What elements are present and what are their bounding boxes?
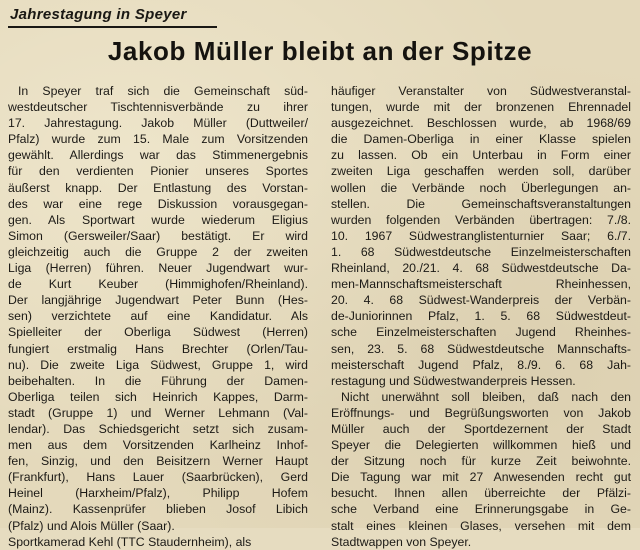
article-text-line: In Speyer traf sich die Gemeinschaft süd- <box>18 84 308 98</box>
article-text-line: Simon (Gersweiler/Saar) bestätigt. Er wird <box>8 228 308 243</box>
article-text-line: zu lassen. Ob ein Unterbau in Form einer <box>331 148 631 163</box>
article-text-line: 1. 68 Südwestdeutsche Einzelmeisterschaften <box>331 244 631 259</box>
article-text-line: tungen, wurde mit der bronzenen Ehrennadel <box>331 100 631 115</box>
article-text-line: die Damen-Oberliga in einer Klasse spielen <box>331 132 631 147</box>
article-text-line: fungiert erstmalig Hans Brechter (Orlen/Tau- <box>8 341 308 356</box>
article-text-line: stellen. Die Gemeinschaftsveranstaltungen <box>331 196 631 211</box>
article-text-line: lendar). Das Schiedsgericht setzt sich zusam- <box>8 421 308 436</box>
article-text-line: Liga (Herren) führen. Neuer Jugendwart wur- <box>8 261 308 276</box>
article-text-line: des war eine rege Diskussion vorausgegan- <box>8 196 308 211</box>
article-text-line: für den verdienten Pionier unseres Sportes <box>8 164 308 179</box>
article-text-line: Die Tagung war mit 27 Anwesenden recht gut <box>331 470 631 485</box>
article-text-line: wollen die Verbände noch Überlegungen an- <box>331 180 631 195</box>
article-text-line: Oberliga teilen sich Heinrich Kappes, Darm- <box>8 389 308 404</box>
article-text-line: Spielleiter der Oberliga Südwest (Herren) <box>8 325 308 340</box>
article-text-line: 17. Jahrestagung. Jakob Müller (Duttweiler/ <box>8 116 308 131</box>
article-text-line: Rheinland, 20./21. 4. 68 Südwestdeutsche Da- <box>331 261 631 276</box>
article-text-line: (Frankfurt), Hans Lauer (Saarbrücken), Gerd <box>8 470 308 485</box>
article-text-line: Speyer die Delegierten willkommen hieß und <box>331 438 631 453</box>
article-text-line: nu). Die zweite Liga Südwest, Gruppe 1, wird <box>8 357 308 372</box>
article-text-line: gleichzeitig auch die Gruppe 2 der zweiten <box>8 244 308 259</box>
article-text-line: men aus dem Vorsitzenden Karlheinz Inhof- <box>8 438 308 453</box>
article-column-right <box>331 83 631 550</box>
article-text-line: Sportkamerad Kehl (TTC Staudernheim), als <box>8 534 252 549</box>
article-text-line: sen, 23. 5. 68 Südwestdeutsche Mannschafts- <box>331 341 631 356</box>
article-text-line: Nicht unerwähnt soll bleiben, daß nach den <box>341 389 631 404</box>
article-text-line: häufiger Veranstalter von Südwestveranstal- <box>331 84 631 98</box>
article-headline: Jakob Müller bleibt an der Spitze <box>107 36 533 66</box>
article-text-line: Eröffnungs- und Begrüßungsworten von Jakob <box>331 405 631 420</box>
section-kicker: Jahrestagung in Speyer <box>10 6 187 23</box>
article-text-line: der Sitzung noch für kurze Zeit beiwohnte. <box>331 454 631 469</box>
article-text-line: Stadtwappen von Speyer. <box>331 534 472 549</box>
article-text-line: fen, Sinzig, und den Beisitzern Werner Haupt <box>8 454 308 469</box>
article-text-line: sche Einzelmeisterschaften Jugend Rheinhes- <box>331 325 631 340</box>
article-text-line: zweiten Liga geschaffen werden soll, darüber <box>331 164 631 179</box>
article-text-line: 20. 4. 68 Südwest-Wanderpreis der Verbän- <box>331 293 631 308</box>
article-text-line: beibehalten. In die Führung der Damen- <box>8 373 308 388</box>
article-text-line: westdeutscher Tischtennisverbände zu ihrer <box>8 100 308 115</box>
article-text-line: stadt (Gruppe 1) und Werner Lehmann (Val- <box>8 405 308 420</box>
article-text-line: Heinel (Harxheim/Pfalz), Philipp Hofem <box>8 486 308 501</box>
article-text-line: äußerst knapp. Der Entlastung des Vorstan- <box>8 180 308 195</box>
article-text-line: sen) verzichtete auf eine Kandidatur. Als <box>8 309 308 324</box>
article-text-line: men-Mannschaftsmeisterschaft Rheinhessen, <box>331 277 631 292</box>
article-text-line: sche Verband eine Erinnerungsgabe in Ge- <box>331 502 631 517</box>
article-text-line: besucht. Ihnen allen überreichte der Pfälzi- <box>331 486 631 501</box>
article-text-line: meisterschaft Jugend Pfalz, 8./9. 6. 68 Jah- <box>331 357 631 372</box>
article-text-line: 10. 1967 Südwestranglistenturnier Saar; 6./7. <box>331 228 631 243</box>
kicker-underline <box>8 26 217 28</box>
article-text-line: (Mainz). Kassenprüfer blieben Josof Libich <box>8 502 308 517</box>
article-text-line: ausgezeichnet. Beschlossen wurde, ab 1968/69 <box>331 116 631 131</box>
article-text-line: Der langjährige Jugendwart Peter Bunn (Hes- <box>8 293 308 308</box>
article-text-line: Pfalz) wurde zum 15. Male zum Vorsitzenden <box>8 132 308 147</box>
article-text-line: gewählt. Allerdings war das Stimmenergebnis <box>8 148 308 163</box>
article-text-line: stalt eines kleinen Glases, versehen mit dem <box>331 518 631 533</box>
article-column-left <box>8 83 308 550</box>
article-text-line: wurden folgenden Verbänden übertragen: 7./8. <box>331 212 631 227</box>
article-text-line: restagung und Südwestwanderpreis Hessen. <box>331 373 576 388</box>
article-text-line: (Pfalz) und Alois Müller (Saar). <box>8 518 175 533</box>
article-text-line: de Kurt Keuber (Himmighofen/Rheinland). <box>8 277 308 292</box>
article-text-line: Müller auch der Sportdezernent der Stadt <box>331 421 631 436</box>
article-text-line: de-Juniorinnen Pfalz, 1. 5. 68 Südwestdeut- <box>331 309 631 324</box>
article-text-line: gen. Als Sportwart wurde wiederum Eligius <box>8 212 308 227</box>
